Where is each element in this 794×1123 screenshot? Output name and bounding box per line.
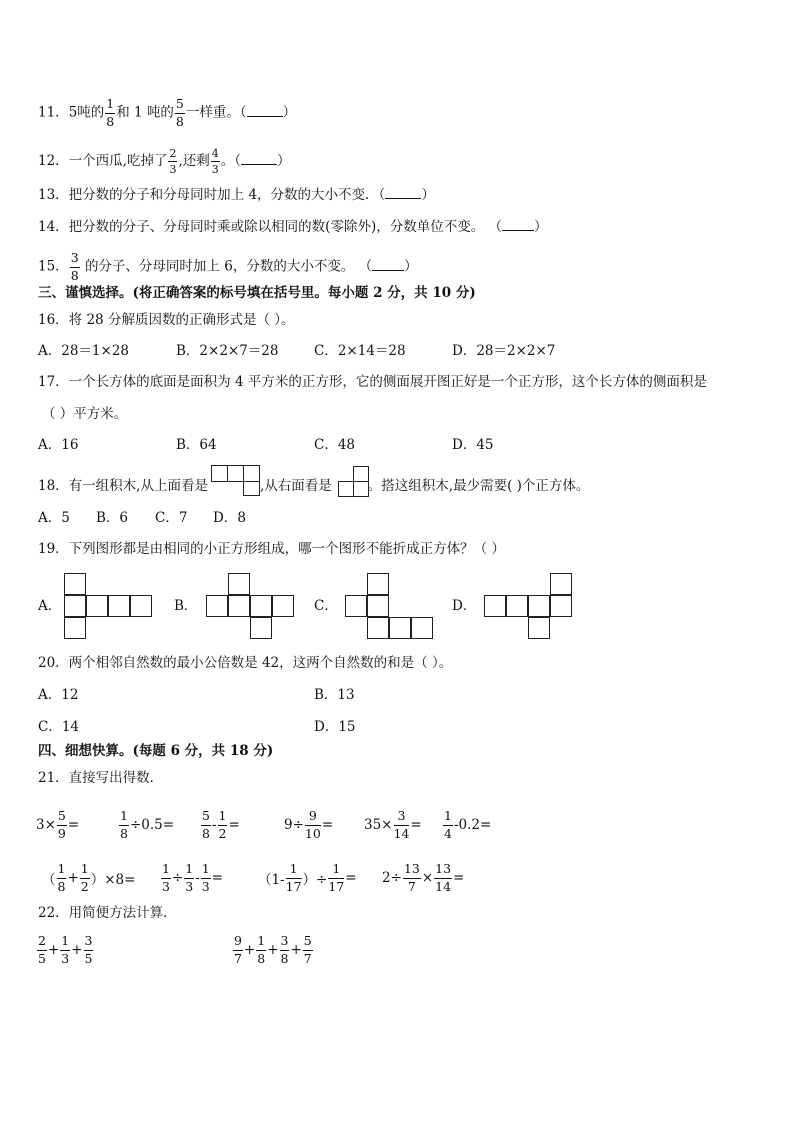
question-18 <box>38 472 589 495</box>
numerator: 5 <box>175 98 185 114</box>
expression: 9÷ 9 10 = <box>284 808 334 841</box>
q11-text-d: ） <box>282 104 297 121</box>
numerator: 4 <box>211 147 219 160</box>
right-view-figure <box>337 466 373 498</box>
denominator: 8 <box>70 267 79 283</box>
question-21: 21．直接写出得数． <box>38 770 164 786</box>
option-b[interactable]: B．6 <box>96 510 129 526</box>
q13-end: ） <box>421 187 435 203</box>
option-d[interactable]: D．28＝2×2×7 <box>452 343 556 359</box>
option-b[interactable]: B．13 <box>314 687 355 703</box>
fraction <box>105 98 115 128</box>
answer-blank[interactable] <box>385 186 421 199</box>
q12-number: 12． <box>38 153 69 169</box>
question-12 <box>38 148 291 175</box>
q15-number: 15． <box>38 258 69 275</box>
expression: 35× 3 14 = <box>364 808 422 841</box>
top-view-figure <box>211 465 263 497</box>
expression: 1 3 ÷ 1 3 - 1 3 = <box>162 861 224 894</box>
q11-text-a: 5吨的 <box>68 104 105 121</box>
question-16: 16．将 28 分解质因数的正确形式是（ ）。 <box>38 312 295 328</box>
numerator: 3 <box>70 252 80 268</box>
option-a[interactable]: A．12 <box>38 687 79 703</box>
expression: 1 8 ÷0.5= <box>120 808 175 841</box>
expression: 1 4 -0.2= <box>444 808 492 841</box>
option-a[interactable]: A．28＝1×28 <box>38 343 130 359</box>
denominator: 3 <box>211 163 219 176</box>
q11-text-b: 和 1 吨的 <box>116 104 174 121</box>
denominator: 3 <box>169 163 177 176</box>
fraction <box>175 98 185 128</box>
option-d[interactable]: D．8 <box>213 510 246 526</box>
expression: 9 7 + 1 8 + 3 8 + 5 7 <box>234 933 312 966</box>
question-15 <box>38 252 418 282</box>
answer-blank[interactable] <box>502 218 534 231</box>
q14-text: 14．把分数的分子、分母同时乘或除以相同的数(零除外)，分数单位不变。 （ <box>38 219 503 235</box>
answer-blank[interactable] <box>372 258 404 271</box>
option-a-label[interactable]: A． <box>38 598 62 614</box>
q12-text-d: ） <box>277 153 291 169</box>
question-22: 22．用简便方法计算． <box>38 905 177 921</box>
question-11 <box>38 98 296 128</box>
option-c[interactable]: C．2×14＝28 <box>314 343 406 359</box>
option-b[interactable]: B．64 <box>176 437 217 453</box>
question-17-line1: 17．一个长方体的底面是面积为 4 平方米的正方形，它的侧面展开图正好是一个正方形，这个长方体的侧面积是 <box>38 374 707 390</box>
question-14 <box>38 218 548 236</box>
question-19: 19．下列图形都是由相同的小正方形组成，哪一个图形不能折成正方体？（ ） <box>38 541 505 557</box>
numerator: 1 <box>105 98 115 114</box>
option-c-label[interactable]: C． <box>314 598 338 614</box>
q18-text-a: 18．有一组积木,从上面看是 <box>38 478 208 494</box>
expression: 5 8 - 1 2 = <box>202 808 240 841</box>
expression: 3× 5 9 = <box>36 808 80 841</box>
q15-end: ） <box>404 258 418 275</box>
expression: （1- 1 17 ）÷ 1 17 = <box>258 861 357 894</box>
expression: 2 5 + 1 3 + 3 5 <box>38 933 93 966</box>
question-17-line2: （ ）平方米。 <box>42 406 128 422</box>
q18-text-b: ,从右面看是 <box>259 478 332 494</box>
option-d[interactable]: D．15 <box>314 719 356 735</box>
option-c[interactable]: C．48 <box>314 437 356 453</box>
denominator: 8 <box>106 113 115 129</box>
q12-text-c: 。（ <box>220 153 242 169</box>
q12-text-b: ,还剩 <box>178 153 210 169</box>
numerator: 2 <box>169 147 177 160</box>
q11-text-c: 一样重。（ <box>185 104 247 121</box>
fraction <box>211 148 220 175</box>
option-a[interactable]: A．16 <box>38 437 79 453</box>
option-b[interactable]: B．2×2×7＝28 <box>176 343 279 359</box>
option-c[interactable]: C．7 <box>155 510 188 526</box>
option-d-label[interactable]: D． <box>452 598 477 614</box>
q14-end: ） <box>534 219 548 235</box>
section-3-heading: 三、谨慎选择。(将正确答案的标号填在括号里。每小题 2 分，共 10 分) <box>38 285 476 301</box>
option-d[interactable]: D．45 <box>452 437 494 453</box>
q13-text: 13．把分数的分子和分母同时加上 4，分数的大小不变．（ <box>38 187 386 203</box>
expression: 2÷ 13 7 × 13 14 = <box>382 861 465 894</box>
section-4-heading: 四、细想快算。(每题 6 分，共 18 分) <box>38 743 274 759</box>
q18-text-c: 。搭这组积木,最少需要( )个正方体。 <box>367 478 590 494</box>
option-c[interactable]: C．14 <box>38 719 80 735</box>
expression: （ 1 8 + 1 2 ）×8= <box>42 861 136 894</box>
option-b-label[interactable]: B． <box>174 598 198 614</box>
question-20: 20．两个相邻自然数的最小公倍数是 42，这两个自然数的和是（ ）。 <box>38 655 453 671</box>
option-a[interactable]: A．5 <box>38 510 70 526</box>
q15-text: 的分子、分母同时加上 6，分数的大小不变。 （ <box>84 258 373 275</box>
fraction <box>70 252 80 282</box>
fraction <box>168 148 177 175</box>
q12-text-a: 一个西瓜,吃掉了 <box>68 153 168 169</box>
answer-blank[interactable] <box>247 104 283 117</box>
question-13 <box>38 186 435 204</box>
answer-blank[interactable] <box>241 152 277 165</box>
q11-number: 11． <box>38 104 69 121</box>
denominator: 8 <box>175 113 184 129</box>
